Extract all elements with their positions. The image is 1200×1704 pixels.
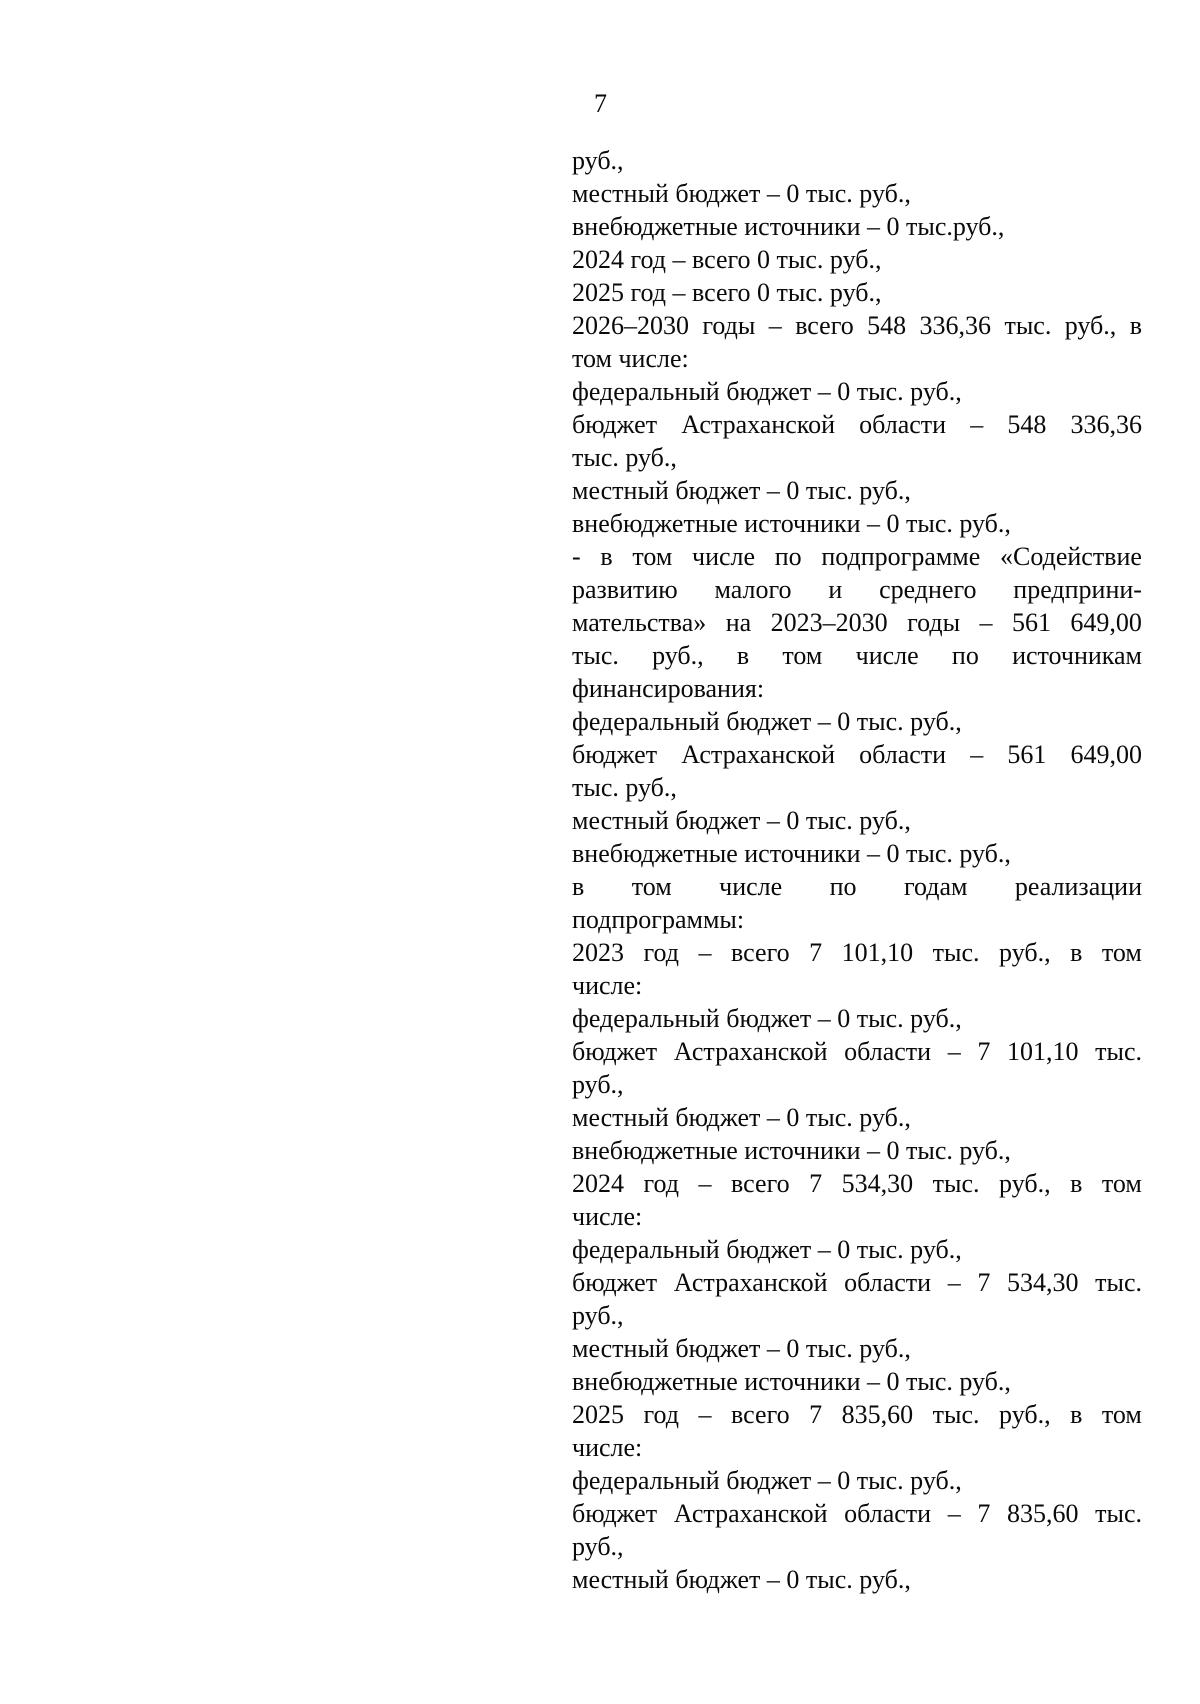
word: тыс. xyxy=(932,1400,980,1429)
word: 336,36 xyxy=(1070,410,1142,439)
word: числе xyxy=(719,872,783,901)
text-line xyxy=(572,573,1142,606)
word: 7 xyxy=(809,1400,823,1429)
word: малого xyxy=(714,575,792,604)
word: – xyxy=(947,1499,961,1528)
word: тыс. xyxy=(932,938,980,967)
word: в xyxy=(736,641,750,670)
text-line: подпрограммы: xyxy=(572,905,745,934)
text-line xyxy=(572,309,1142,342)
word: 548 xyxy=(867,311,907,340)
word: 7 xyxy=(977,1037,991,1066)
word: «Содействие xyxy=(1000,542,1142,571)
word: год xyxy=(643,938,680,967)
word: – xyxy=(698,1169,712,1198)
text-line: федеральный бюджет – 0 тыс. руб., xyxy=(572,377,962,406)
text-line: местный бюджет – 0 тыс. руб., xyxy=(572,179,911,208)
word: тыс. xyxy=(1004,311,1052,340)
word: год xyxy=(643,1169,680,1198)
word: области xyxy=(844,1499,932,1528)
word: на xyxy=(725,608,752,637)
word: 2025 xyxy=(572,1400,624,1429)
word: 835,60 xyxy=(1006,1499,1079,1528)
word: руб., xyxy=(652,641,704,670)
word: подпрограмме xyxy=(821,542,981,571)
text-line: внебюджетные источники – 0 тыс. руб., xyxy=(572,1136,1011,1165)
word: бюджет xyxy=(572,1037,658,1066)
word: бюджет xyxy=(572,410,658,439)
word: развитию xyxy=(572,575,678,604)
word: 7 xyxy=(977,1499,991,1528)
word: 649,00 xyxy=(1070,740,1142,769)
text-line: руб., xyxy=(572,146,624,175)
word: Астраханской xyxy=(673,1037,828,1066)
text-line xyxy=(572,408,1142,441)
word: 101,10 xyxy=(841,938,914,967)
word: области xyxy=(844,1037,932,1066)
word: и xyxy=(828,575,843,604)
word: 561 xyxy=(1011,608,1051,637)
text-line xyxy=(572,540,1142,573)
word: 2026–2030 xyxy=(572,311,689,340)
word: числе xyxy=(692,542,756,571)
word: – xyxy=(979,608,993,637)
word: руб., xyxy=(999,1400,1051,1429)
word: 7 xyxy=(977,1268,991,1297)
word: – xyxy=(768,311,782,340)
word: реализации xyxy=(1014,872,1142,901)
word: том xyxy=(1101,1400,1142,1429)
word: 534,30 xyxy=(1006,1268,1079,1297)
word: том xyxy=(632,542,673,571)
word: руб., xyxy=(999,1169,1051,1198)
text-line: 2024 год – всего 0 тыс. руб., xyxy=(572,245,882,274)
word: Астраханской xyxy=(673,1268,828,1297)
word: 649,00 xyxy=(1070,608,1142,637)
word: годы xyxy=(702,311,756,340)
text-line: внебюджетные источники – 0 тыс. руб., xyxy=(572,1367,1011,1396)
text-line xyxy=(572,1167,1142,1200)
text-line: руб., xyxy=(572,1070,624,1099)
text-line: федеральный бюджет – 0 тыс. руб., xyxy=(572,707,962,736)
word: годам xyxy=(903,872,968,901)
word: бюджет xyxy=(572,1499,658,1528)
text-line: тыс. руб., xyxy=(572,773,677,802)
word: тыс. xyxy=(1095,1037,1142,1066)
word: по xyxy=(951,641,979,670)
word: 548 xyxy=(1007,410,1047,439)
word: том xyxy=(1101,938,1142,967)
text-line: тыс. руб., xyxy=(572,443,677,472)
word: руб., xyxy=(999,938,1051,967)
text-line: руб., xyxy=(572,1532,624,1561)
word: всего xyxy=(731,1169,790,1198)
word: - xyxy=(572,542,581,571)
word: – xyxy=(698,1400,712,1429)
word: – xyxy=(698,938,712,967)
word: тыс. xyxy=(572,641,619,670)
word: руб., xyxy=(1064,311,1117,340)
word: области xyxy=(844,1268,932,1297)
word: в xyxy=(572,872,585,901)
word: том xyxy=(782,641,823,670)
text-line: местный бюджет – 0 тыс. руб., xyxy=(572,1103,911,1132)
word: Астраханской xyxy=(673,1499,828,1528)
text-line: числе: xyxy=(572,971,643,1000)
word: Астраханской xyxy=(681,410,835,439)
text-line xyxy=(572,639,1142,672)
word: – xyxy=(970,410,984,439)
text-line: федеральный бюджет – 0 тыс. руб., xyxy=(572,1466,962,1495)
text-line xyxy=(572,738,1142,771)
text-line xyxy=(572,1398,1142,1431)
word: в xyxy=(1070,938,1083,967)
word: источникам xyxy=(1012,641,1142,670)
text-line: финансирования: xyxy=(572,674,765,703)
word: Астраханской xyxy=(681,740,835,769)
text-line xyxy=(572,936,1142,969)
word: числе xyxy=(855,641,919,670)
word: год xyxy=(643,1400,680,1429)
word: том xyxy=(631,872,672,901)
word: тыс. xyxy=(1095,1499,1142,1528)
word: мательства» xyxy=(572,608,707,637)
word: 336,36 xyxy=(919,311,992,340)
text-line: внебюджетные источники – 0 тыс.руб., xyxy=(572,212,1005,241)
text-line: местный бюджет – 0 тыс. руб., xyxy=(572,476,911,505)
word: всего xyxy=(795,311,854,340)
text-line: числе: xyxy=(572,1433,643,1462)
word: 7 xyxy=(809,1169,823,1198)
word: всего xyxy=(731,938,790,967)
word: по xyxy=(829,872,857,901)
word: в xyxy=(1070,1400,1083,1429)
word: бюджет xyxy=(572,1268,658,1297)
word: среднего xyxy=(879,575,977,604)
funding-text-block xyxy=(572,144,1142,1596)
word: бюджет xyxy=(572,740,658,769)
text-line: том числе: xyxy=(572,344,689,373)
text-line xyxy=(572,870,1142,903)
text-line: 2025 год – всего 0 тыс. руб., xyxy=(572,278,882,307)
word: 101,10 xyxy=(1006,1037,1079,1066)
text-line: федеральный бюджет – 0 тыс. руб., xyxy=(572,1004,962,1033)
text-line xyxy=(572,606,1142,639)
word: 835,60 xyxy=(841,1400,914,1429)
text-line: местный бюджет – 0 тыс. руб., xyxy=(572,806,911,835)
text-line xyxy=(572,1497,1142,1530)
text-line xyxy=(572,1266,1142,1299)
text-line: федеральный бюджет – 0 тыс. руб., xyxy=(572,1235,962,1264)
word: тыс. xyxy=(1095,1268,1142,1297)
word: предприни- xyxy=(1013,575,1142,604)
page-number: 7 xyxy=(594,89,607,118)
text-line: руб., xyxy=(572,1301,624,1330)
text-line: числе: xyxy=(572,1202,643,1231)
word: в xyxy=(1070,1169,1083,1198)
word: тыс. xyxy=(932,1169,980,1198)
text-line: внебюджетные источники – 0 тыс. руб., xyxy=(572,839,1011,868)
text-line: местный бюджет – 0 тыс. руб., xyxy=(572,1565,911,1594)
word: – xyxy=(970,740,984,769)
word: 561 xyxy=(1007,740,1047,769)
text-line xyxy=(572,1035,1142,1068)
word: в xyxy=(1129,311,1142,340)
word: по xyxy=(774,542,802,571)
word: – xyxy=(947,1037,961,1066)
word: 2024 xyxy=(572,1169,624,1198)
word: 7 xyxy=(809,938,823,967)
word: 2023–2030 xyxy=(770,608,888,637)
word: области xyxy=(859,410,947,439)
word: 534,30 xyxy=(841,1169,914,1198)
word: в xyxy=(600,542,613,571)
word: области xyxy=(859,740,947,769)
word: годы xyxy=(907,608,961,637)
word: всего xyxy=(731,1400,790,1429)
text-line: местный бюджет – 0 тыс. руб., xyxy=(572,1334,911,1363)
text-line: внебюджетные источники – 0 тыс. руб., xyxy=(572,509,1011,538)
word: том xyxy=(1101,1169,1142,1198)
word: – xyxy=(947,1268,961,1297)
word: 2023 xyxy=(572,938,624,967)
